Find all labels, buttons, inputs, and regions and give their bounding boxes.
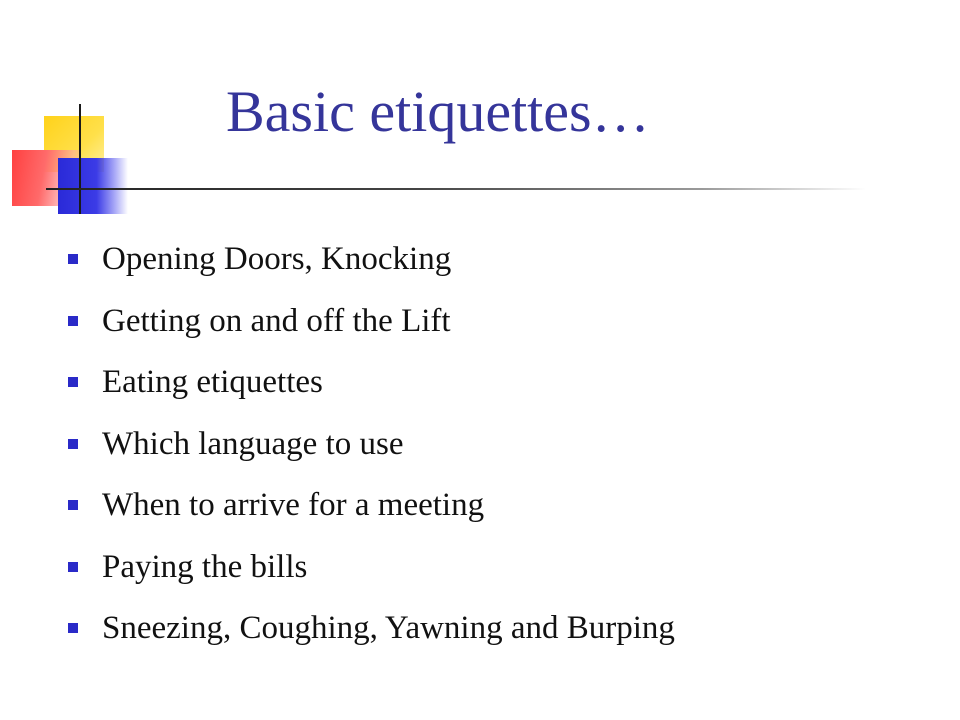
square-bullet-icon xyxy=(68,562,78,572)
square-bullet-icon xyxy=(68,254,78,264)
square-bullet-icon xyxy=(68,377,78,387)
square-bullet-icon xyxy=(68,439,78,449)
blue-square-decoration xyxy=(58,158,128,214)
bullet-text: Opening Doors, Knocking xyxy=(102,241,452,277)
bullet-text: Eating etiquettes xyxy=(102,364,323,400)
vertical-line-decoration xyxy=(79,104,81,214)
slide-title: Basic etiquettes… xyxy=(226,79,650,144)
bullet-text: When to arrive for a meeting xyxy=(102,487,485,523)
bullet-item xyxy=(66,236,675,298)
square-bullet-icon xyxy=(68,500,78,510)
bullet-text: Sneezing, Coughing, Yawning and Burping xyxy=(102,610,675,646)
bullet-list xyxy=(66,236,675,667)
square-bullet-icon xyxy=(68,316,78,326)
bullet-item xyxy=(66,421,675,483)
bullet-text: Which language to use xyxy=(102,425,404,462)
bullet-item xyxy=(66,298,675,360)
bullet-item xyxy=(66,359,675,421)
bullet-item xyxy=(66,482,675,544)
bullet-text: Paying the bills xyxy=(102,548,308,585)
decorative-logo-graphic xyxy=(0,0,140,230)
title-underline-rule xyxy=(46,188,866,190)
square-bullet-icon xyxy=(68,623,78,633)
bullet-text: Getting on and off the Lift xyxy=(102,302,451,339)
bullet-item xyxy=(66,544,675,606)
bullet-item xyxy=(66,605,675,667)
